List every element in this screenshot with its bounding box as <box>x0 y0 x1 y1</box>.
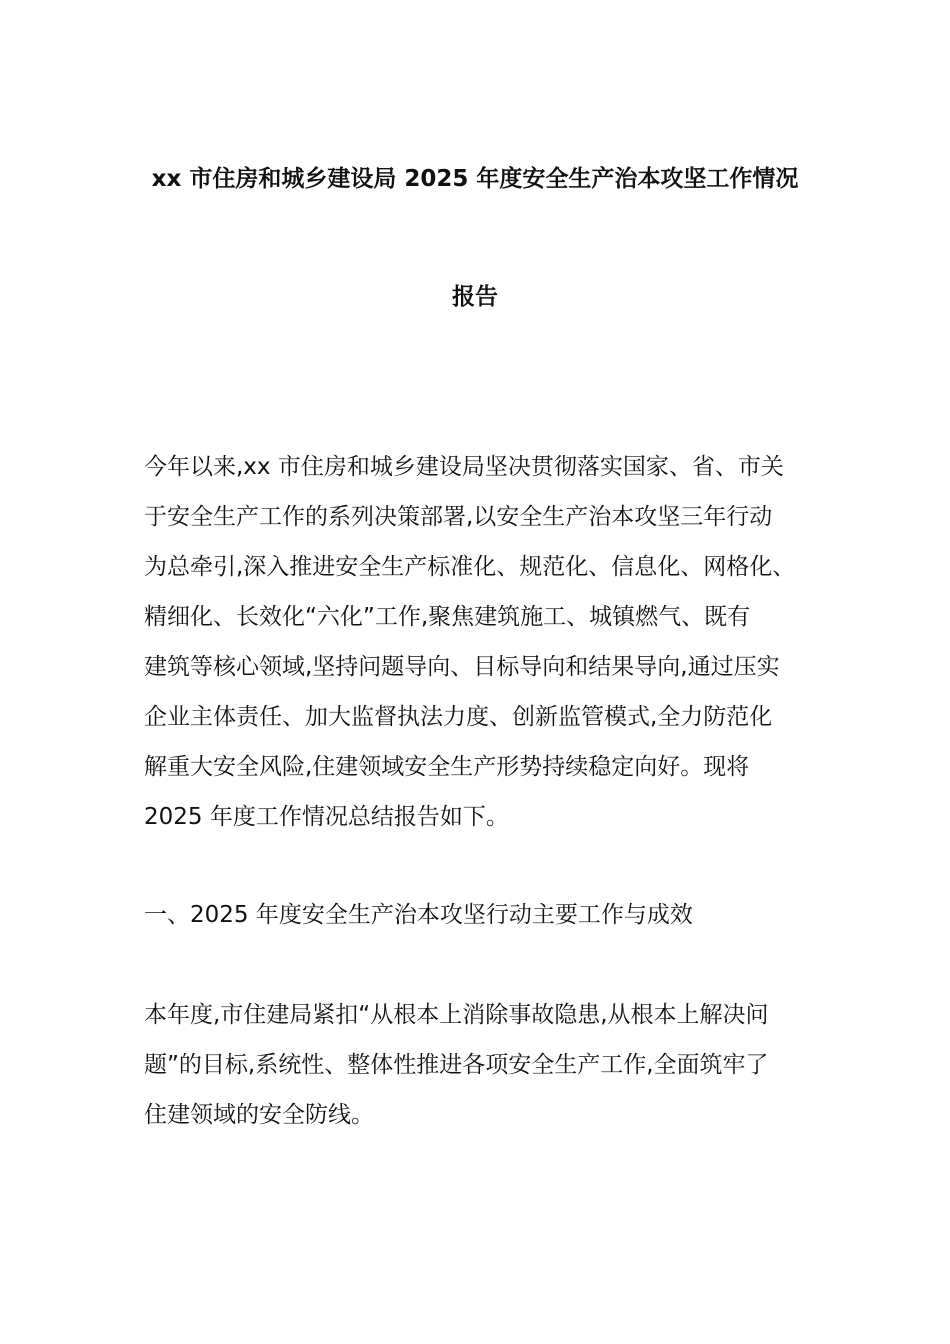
intro-line: 为总牵引,深入推进安全生产标准化、规范化、信息化、网格化、 <box>144 554 796 580</box>
intro-line: 精细化、长效化“六化”工作,聚焦建筑施工、城镇燃气、既有 <box>144 604 751 630</box>
document-title-line-2: 报告 <box>452 284 498 310</box>
section-1-heading <box>144 890 820 940</box>
section-1-line: 住建领域的安全防线。 <box>144 1102 374 1128</box>
intro-paragraph <box>144 442 820 842</box>
section-1-line: 题”的目标,系统性、整体性推进各项安全生产工作,全面筑牢了 <box>144 1052 769 1078</box>
section-1-line: 本年度,市住建局紧扣“从根本上消除事故隐患,从根本上解决问 <box>144 1002 769 1028</box>
intro-line: 解重大安全风险,住建领域安全生产形势持续稳定向好。现将 <box>144 754 750 780</box>
intro-line: 企业主体责任、加大监督执法力度、创新监管模式,全力防范化 <box>144 704 773 730</box>
intro-line: 2025 年度工作情况总结报告如下。 <box>144 804 509 830</box>
intro-line: 于安全生产工作的系列决策部署,以安全生产治本攻坚三年行动 <box>144 504 773 530</box>
section-heading-text: 一、2025 年度安全生产治本攻坚行动主要工作与成效 <box>144 902 693 928</box>
intro-line: 今年以来,xx 市住房和城乡建设局坚决贯彻落实国家、省、市关 <box>144 454 784 480</box>
document-title-line-1: xx 市住房和城乡建设局 2025 年度安全生产治本攻坚工作情况 <box>151 166 799 192</box>
intro-line: 建筑等核心领域,坚持问题导向、目标导向和结果导向,通过压实 <box>144 654 780 680</box>
section-1-paragraph <box>144 990 820 1140</box>
